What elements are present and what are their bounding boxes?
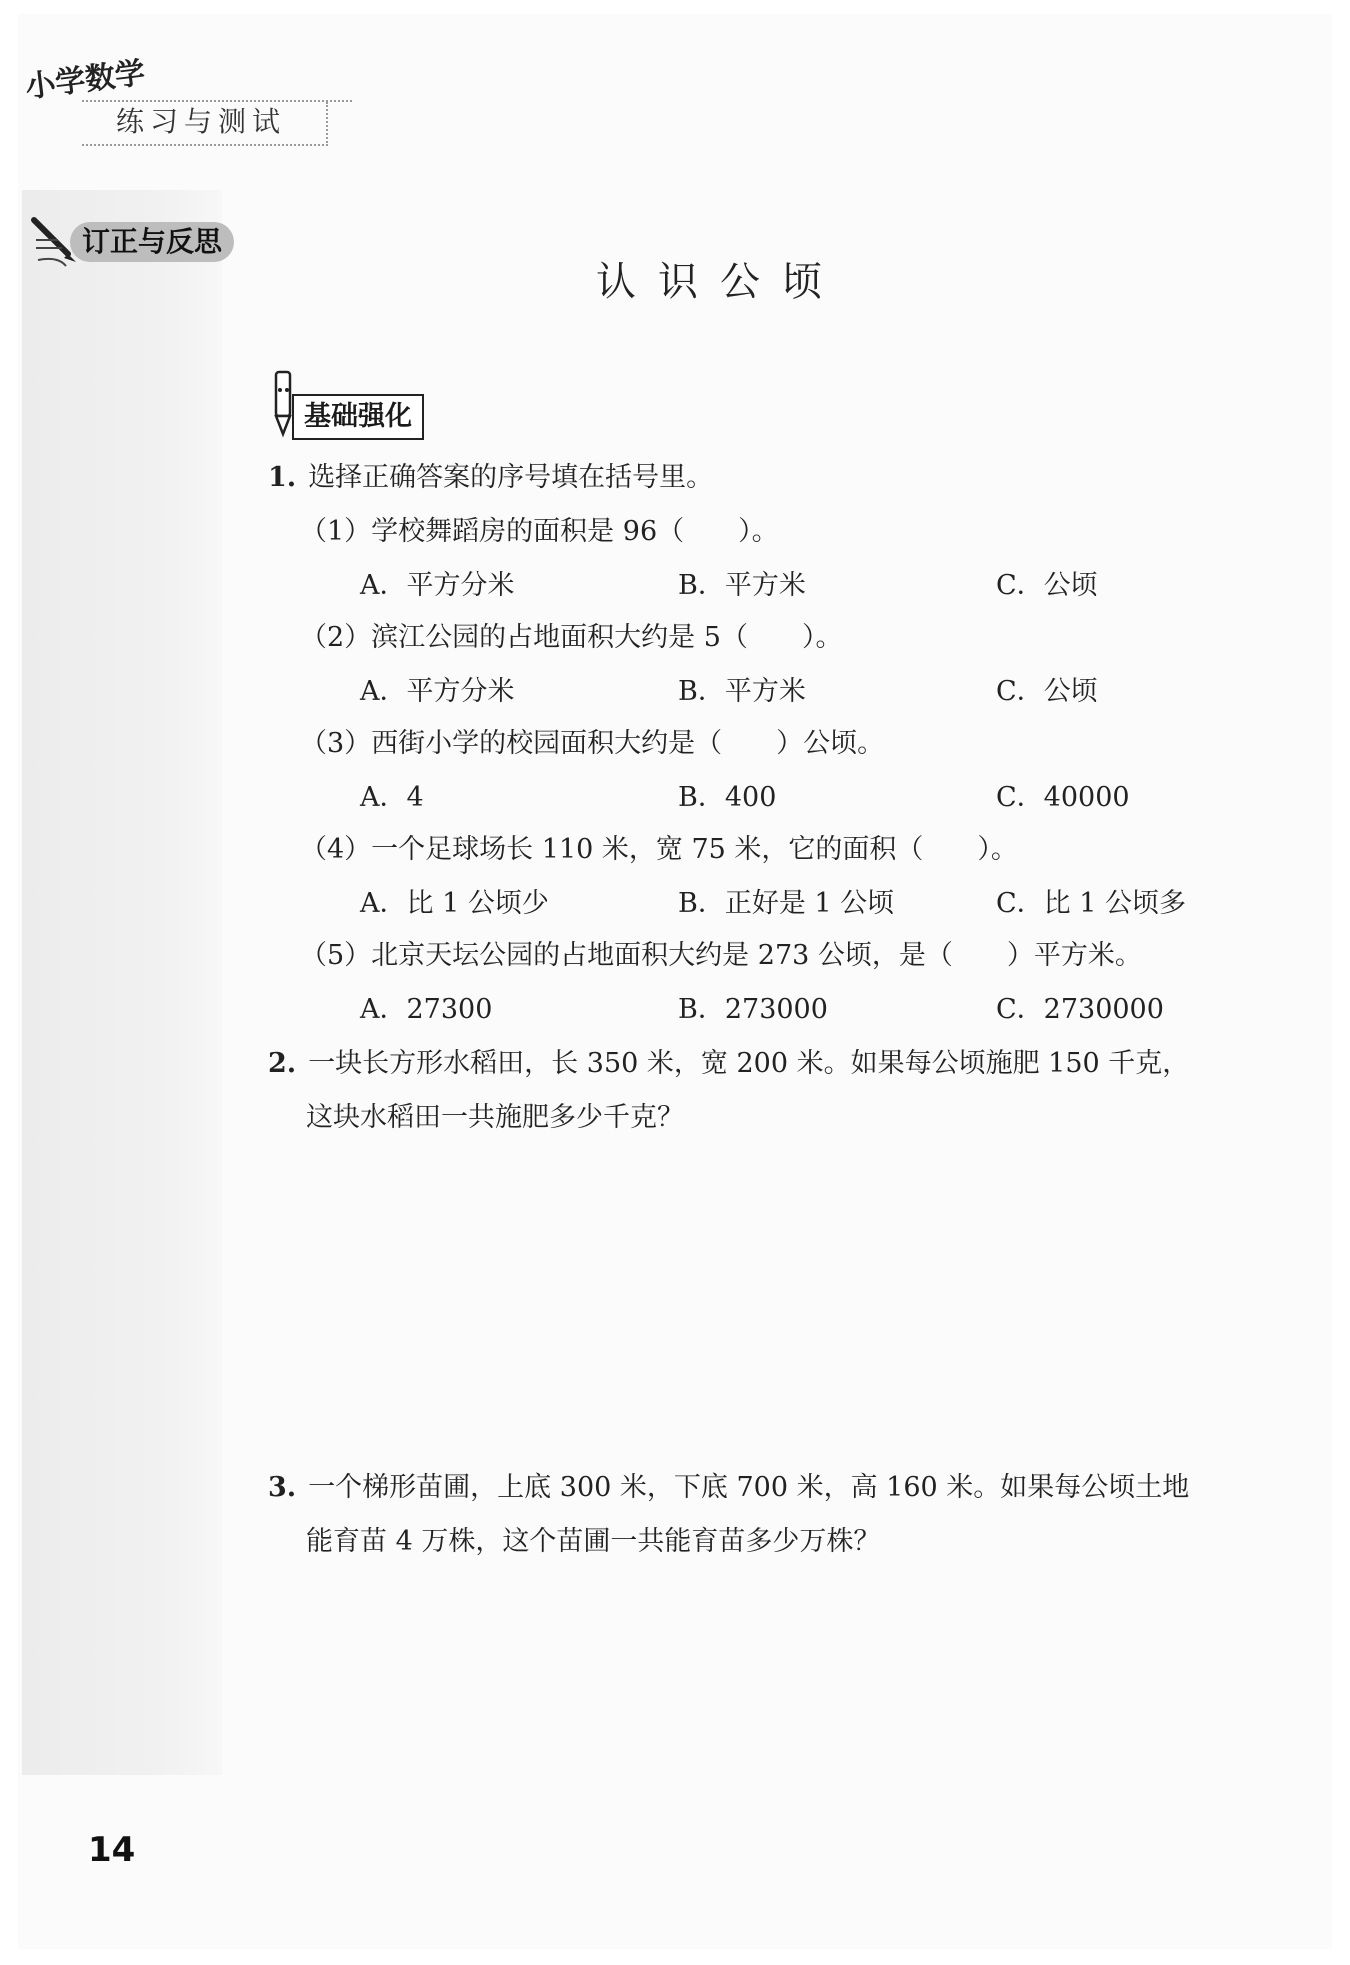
q1-item-1: （1）学校舞蹈房的面积是 96（ ）。: [300, 516, 779, 547]
q1-item-5-option-c: C．2730000: [996, 994, 1164, 1025]
lesson-title: 认识公顷: [596, 259, 844, 305]
question-3: [268, 1468, 1189, 1508]
question-1: [268, 458, 713, 498]
book-subtitle: 练习与测试: [82, 102, 328, 146]
q1-item-2-option-c: C．公顷: [996, 676, 1098, 707]
correction-tag: [28, 210, 224, 274]
q1-item-4-option-c: C．比 1 公顷多: [996, 888, 1187, 919]
q1-item-5: （5）北京天坛公园的占地面积大约是 273 公顷，是（ ）平方米。: [300, 940, 1142, 971]
book-title: 小学数学: [23, 55, 147, 106]
correction-sidebar: [22, 190, 222, 1775]
page-number: 14: [88, 1830, 136, 1870]
q1-item-5-option-a: A．27300: [360, 994, 493, 1025]
q1-item-2: （2）滨江公园的占地面积大约是 5（ ）。: [300, 622, 843, 653]
question-2: [268, 1044, 1189, 1084]
q1-item-2-option-b: B．平方米: [678, 676, 806, 707]
q1-item-3: （3）西街小学的校园面积大约是（ ）公顷。: [300, 728, 885, 759]
q1-item-4: （4）一个足球场长 110 米，宽 75 米，它的面积（ ）。: [300, 834, 1018, 865]
question-stem: 选择正确答案的序号填在括号里。: [308, 462, 714, 493]
q1-item-3-option-c: C．40000: [996, 782, 1130, 813]
q1-item-5-option-b: B．273000: [678, 994, 828, 1025]
q1-item-3-option-b: B．400: [678, 782, 777, 813]
question-3-line-2: 能育苗 4 万株，这个苗圃一共能育苗多少万株？: [306, 1526, 881, 1557]
question-number: 2.: [268, 1048, 297, 1079]
question-number: 1.: [268, 462, 297, 493]
q1-item-3-option-a: A．4: [360, 782, 424, 813]
q1-item-1-option-a: A．平方分米: [360, 570, 515, 601]
q1-item-1-option-b: B．平方米: [678, 570, 806, 601]
q1-item-1-option-c: C．公顷: [996, 570, 1098, 601]
question-2-line-2: 这块水稻田一共施肥多少千克？: [306, 1102, 684, 1133]
q1-item-4-option-a: A．比 1 公顷少: [360, 888, 549, 919]
question-number: 3.: [268, 1472, 297, 1503]
section-label: 基础强化: [292, 394, 424, 440]
q1-item-4-option-b: B．正好是 1 公顷: [678, 888, 895, 919]
q1-item-2-option-a: A．平方分米: [360, 676, 515, 707]
question-2-line-1: 一块长方形水稻田，长 350 米，宽 200 米。如果每公顷施肥 150 千克，: [308, 1048, 1190, 1079]
question-3-line-1: 一个梯形苗圃，上底 300 米，下底 700 米，高 160 米。如果每公顷土地: [308, 1472, 1190, 1503]
correction-tag-label: 订正与反思: [70, 222, 234, 262]
